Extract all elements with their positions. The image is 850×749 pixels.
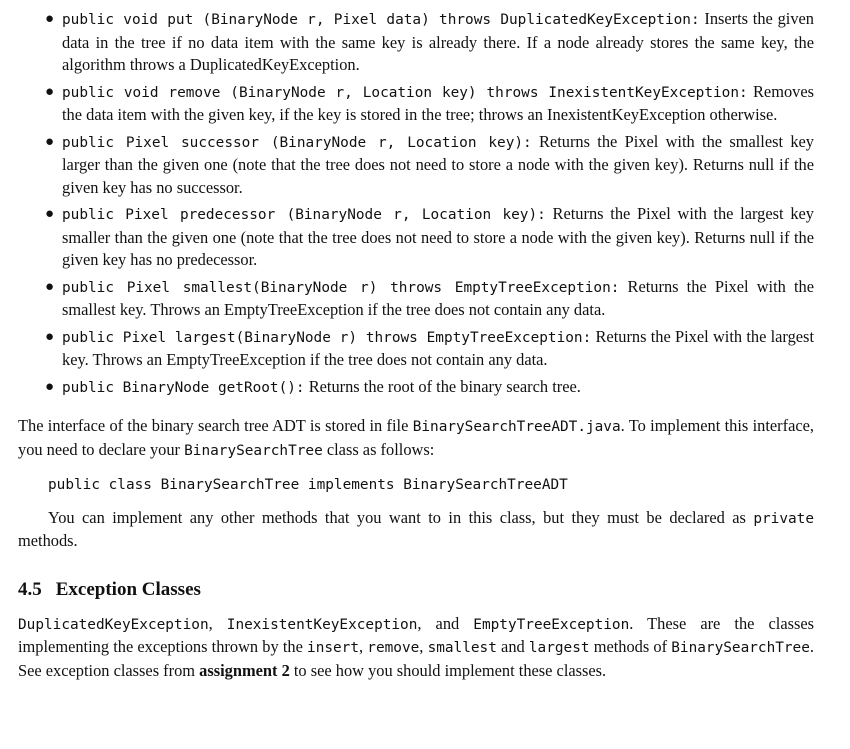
bullet-icon: ● — [45, 11, 55, 27]
method-signature: public Pixel predecessor (BinaryNode r, Location key): — [62, 207, 546, 223]
method-description: Inserts the given data in the tree if no data item with the same key is already there. If a node already stores the same key, the algorithm throws a DuplicatedKeyException. — [62, 9, 814, 74]
method-signature: public BinaryNode getRoot(): — [62, 379, 305, 396]
list-item — [45, 276, 814, 322]
list-item — [45, 8, 814, 77]
list-item — [45, 131, 815, 200]
document-page — [18, 8, 814, 682]
assignment-reference: assignment 2 — [199, 660, 290, 680]
section-number: 4.5 — [18, 578, 42, 600]
list-item — [45, 376, 814, 400]
class-declaration-code: public class BinarySearchTree implements BinarySearchTreeADT — [48, 477, 568, 493]
method-list — [18, 8, 814, 399]
method-description: Removes the data item with the given key, if the key is stored in the tree; throws an InexistentKeyException otherwise. — [62, 81, 814, 124]
method-description: Returns the root of the binary search tree. — [304, 376, 581, 396]
bullet-icon: ● — [45, 378, 55, 395]
list-item — [45, 81, 814, 127]
method-signature: public Pixel smallest(BinaryNode r) throws EmptyTreeException: — [62, 279, 620, 296]
section-title: Exception Classes — [55, 578, 201, 600]
list-item — [45, 203, 814, 272]
private-keyword: private — [753, 510, 814, 527]
bullet-icon: ● — [45, 83, 55, 100]
class-name: BinarySearchTree — [184, 442, 323, 459]
interface-paragraph: The interface of the binary search tree ADT is stored in file BinarySearchTreeADT.java. To implement this interface, you need to declare your BinarySearchTree class as follows: — [18, 416, 814, 459]
list-item — [45, 326, 814, 372]
private-methods-paragraph: You can implement any other methods that you want to in this class, but they must be declared as private methods. — [18, 507, 814, 550]
method-signature: public void put (BinaryNode r, Pixel data) throws DuplicatedKeyException: — [62, 12, 700, 28]
bullet-icon: ● — [45, 278, 55, 295]
method-signature: public Pixel successor (BinaryNode r, Location key): — [62, 134, 532, 151]
method-signature: public void remove (BinaryNode r, Location key) throws InexistentKeyException: — [62, 84, 748, 101]
exception-classes-paragraph: DuplicatedKeyException, InexistentKeyException, and EmptyTreeException. These are the classes implementing the exceptions thrown by the insert, remove, smallest and largest methods of BinarySearchTree. See exception classes from assignment 2 to see how you should implement these classes. — [18, 613, 814, 680]
method-signature: public Pixel largest(BinaryNode r) throws EmptyTreeException: — [62, 329, 592, 346]
section-heading — [18, 577, 814, 603]
method-description: Returns the Pixel with the smallest key. Throws an EmptyTreeException if the tree does not contain any data. — [62, 276, 814, 319]
method-description: Returns the Pixel with the smallest key larger than the given one (note that the tree does not need to store a node with the given key). Returns null if the given key has no successor. — [62, 131, 815, 197]
bullet-icon: ● — [45, 328, 55, 345]
bullet-icon: ● — [45, 206, 55, 222]
method-description: Returns the Pixel with the largest key smaller than the given one (note that the tree does not need to store a node with the given key). Returns null if the given key has no predecessor. — [62, 204, 814, 269]
file-name: BinarySearchTreeADT.java — [412, 419, 621, 435]
bullet-icon: ● — [45, 133, 55, 150]
method-description: Returns the Pixel with the largest key. Throws an EmptyTreeException if the tree does not contain any data. — [62, 326, 814, 369]
